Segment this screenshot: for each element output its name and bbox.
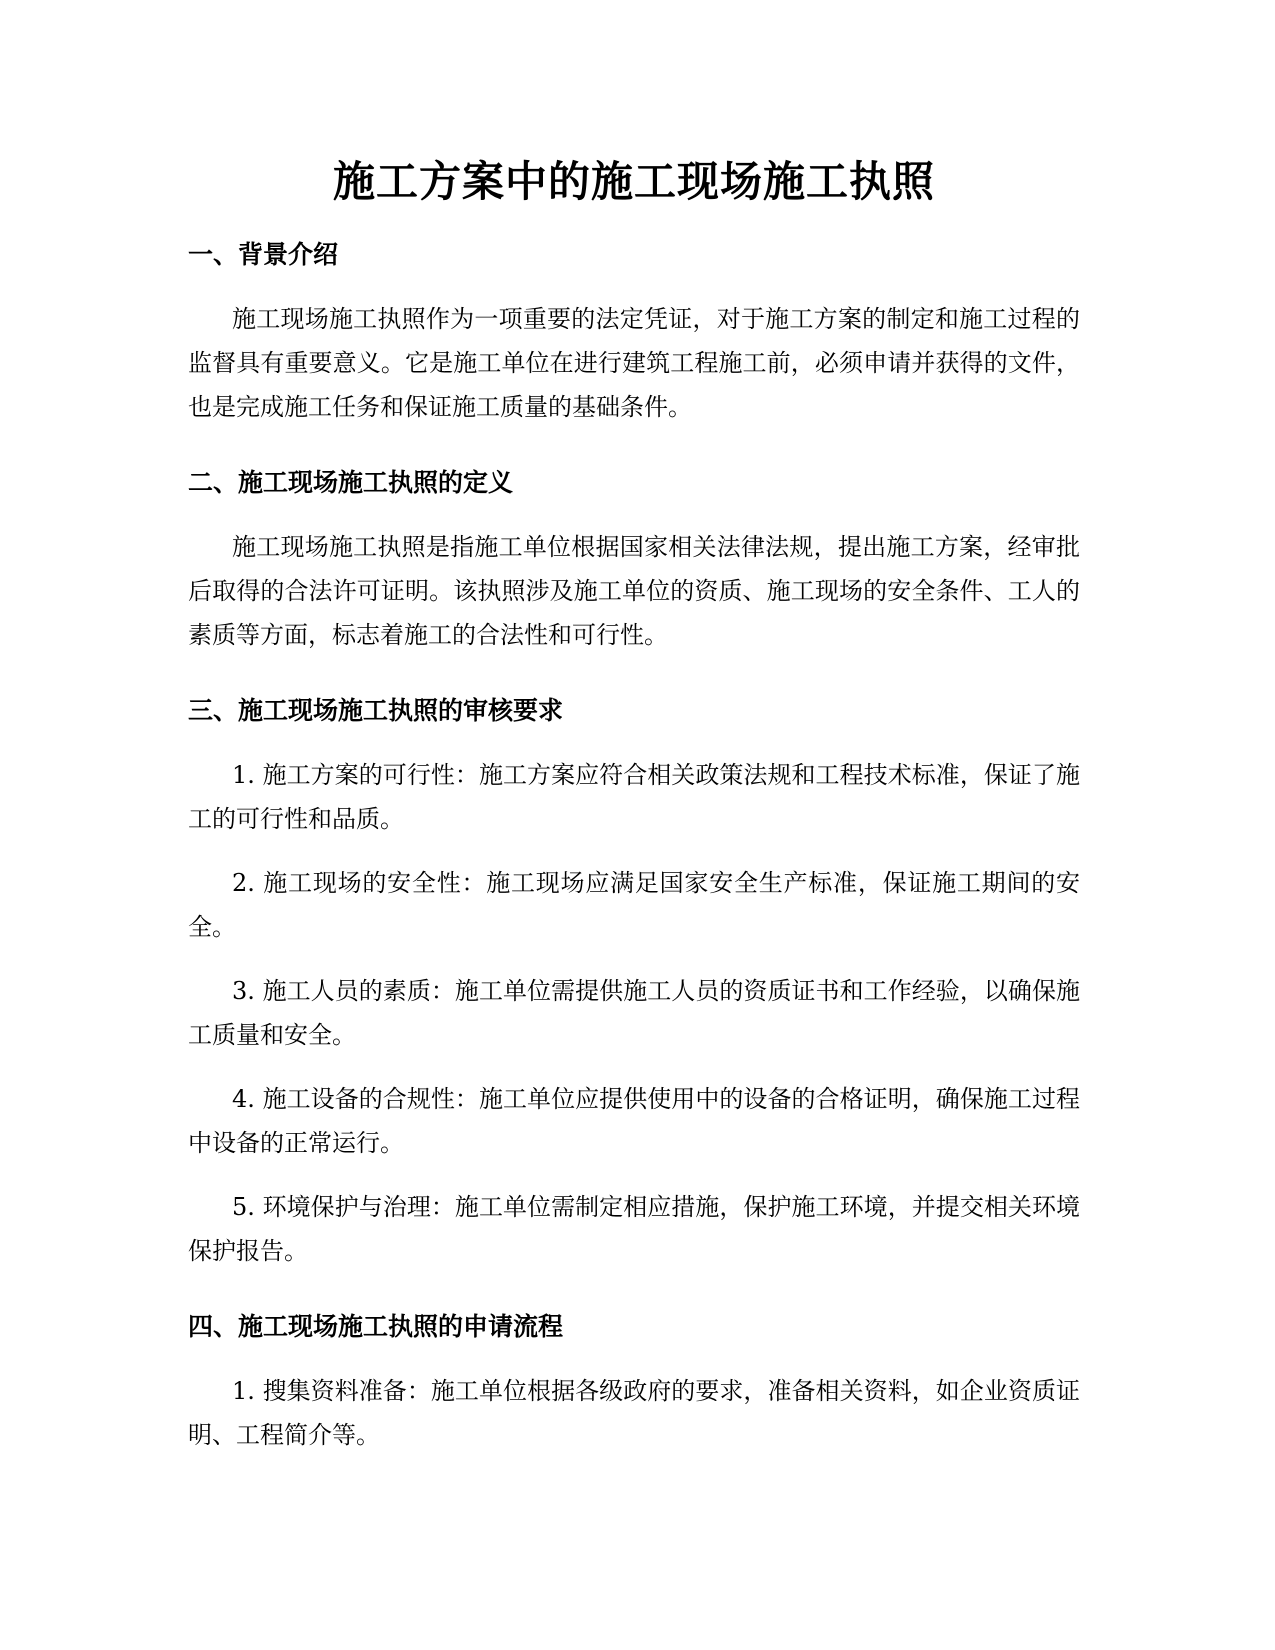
list-item-equipment-compliance: 4. 施工设备的合规性：施工单位应提供使用中的设备的合格证明，确保施工过程中设备的正常运行。 (188, 1085, 1080, 1157)
list-item-feasibility: 1. 施工方案的可行性：施工方案应符合相关政策法规和工程技术标准，保证了施工的可行性和品质。 (188, 761, 1080, 833)
document-title: 施工方案中的施工现场施工执照 (332, 157, 935, 206)
list-item-site-safety: 2. 施工现场的安全性：施工现场应满足国家安全生产标准，保证施工期间的安全。 (188, 869, 1080, 941)
section-heading-background: 一、背景介绍 (188, 240, 339, 269)
list-item-prepare-materials: 1. 搜集资料准备：施工单位根据各级政府的要求，准备相关资料，如企业资质证明、工程简介等。 (188, 1377, 1080, 1449)
document-body (188, 140, 1080, 1457)
paragraph-definition: 施工现场施工执照是指施工单位根据国家相关法律法规，提出施工方案，经审批后取得的合法许可证明。该执照涉及施工单位的资质、施工现场的安全条件、工人的素质等方面，标志着施工的合法性和可行性。 (188, 533, 1080, 649)
section-heading-application-process: 四、施工现场施工执照的申请流程 (188, 1312, 564, 1341)
paragraph-background: 施工现场施工执照作为一项重要的法定凭证，对于施工方案的制定和施工过程的监督具有重要意义。它是施工单位在进行建筑工程施工前，必须申请并获得的文件，也是完成施工任务和保证施工质量的基础条件。 (188, 305, 1080, 421)
list-item-personnel-quality: 3. 施工人员的素质：施工单位需提供施工人员的资质证书和工作经验，以确保施工质量和安全。 (188, 977, 1080, 1049)
section-heading-definition: 二、施工现场施工执照的定义 (188, 468, 514, 497)
section-heading-review-requirements: 三、施工现场施工执照的审核要求 (188, 696, 564, 725)
list-item-environmental-protection: 5. 环境保护与治理：施工单位需制定相应措施，保护施工环境，并提交相关环境保护报告。 (188, 1193, 1080, 1265)
